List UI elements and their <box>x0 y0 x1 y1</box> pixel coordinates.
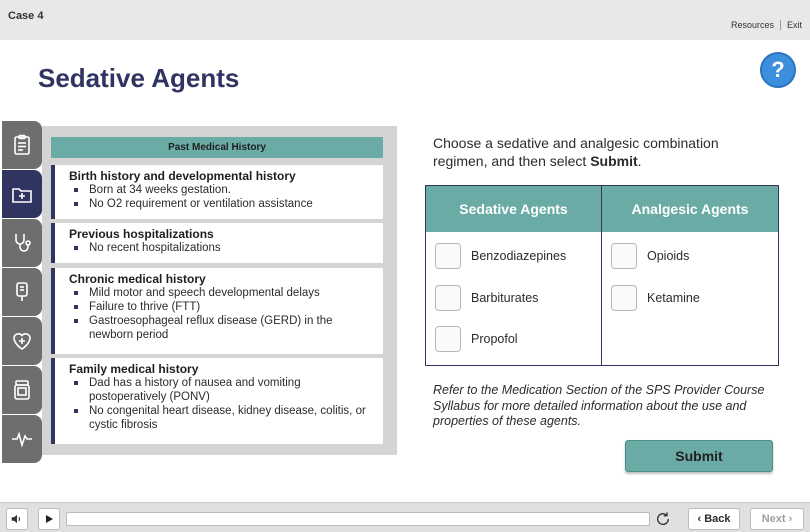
history-item: No recent hospitalizations <box>69 241 371 255</box>
submit-button[interactable]: Submit <box>625 440 773 472</box>
help-icon: ? <box>771 57 785 82</box>
option-benzodiazepines[interactable] <box>435 243 566 269</box>
top-bar <box>0 0 810 40</box>
instructions-emphasis: Submit <box>590 153 638 169</box>
replay-icon[interactable] <box>655 511 671 527</box>
heartbeat-icon <box>10 427 34 451</box>
option-label: Propofol <box>471 332 518 346</box>
option-label: Opioids <box>647 249 690 263</box>
resources-link[interactable]: Resources <box>730 20 774 30</box>
checkbox[interactable] <box>435 326 461 352</box>
page-title: Sedative Agents <box>38 63 240 93</box>
tab-medical-folder[interactable] <box>2 170 42 218</box>
history-card-title: Family medical history <box>69 362 199 376</box>
option-ketamine[interactable] <box>611 285 700 311</box>
sedative-header: Sedative Agents <box>426 186 601 232</box>
history-card-title: Chronic medical history <box>69 272 206 286</box>
history-header: Past Medical History <box>51 137 383 158</box>
tab-vitals[interactable] <box>2 415 42 463</box>
option-propofol[interactable] <box>435 326 518 352</box>
clipboard-icon <box>10 133 34 157</box>
checkbox[interactable] <box>611 285 637 311</box>
iv-bag-icon <box>10 280 34 304</box>
option-barbiturates[interactable] <box>435 285 538 311</box>
tab-heart[interactable] <box>2 317 42 365</box>
history-card-family <box>51 358 383 444</box>
history-card-title: Birth history and developmental history <box>69 169 296 183</box>
help-button[interactable] <box>760 52 796 88</box>
history-panel <box>42 126 397 455</box>
medical-folder-icon <box>10 182 34 206</box>
history-card-chronic <box>51 268 383 354</box>
history-item: Dad has a history of nausea and vomiting postoperatively (PONV) <box>69 376 371 404</box>
agents-table <box>425 185 779 366</box>
progress-bar[interactable] <box>66 512 650 526</box>
player-bar <box>0 502 810 532</box>
tab-clipboard[interactable] <box>2 121 42 169</box>
history-item: Failure to thrive (FTT) <box>69 300 371 314</box>
history-card-birth <box>51 165 383 219</box>
option-label: Barbiturates <box>471 291 539 305</box>
option-label: Ketamine <box>647 291 700 305</box>
next-button[interactable]: Next › <box>750 508 804 530</box>
link-divider <box>780 20 781 30</box>
instructions-text: Choose a sedative and analgesic combination regimen, and then select Submit. <box>433 135 719 169</box>
back-button[interactable]: ‹ Back <box>688 508 740 530</box>
stethoscope-icon <box>10 231 34 255</box>
play-button[interactable] <box>38 508 60 530</box>
history-card-hospitalizations <box>51 223 383 263</box>
history-card-title: Previous hospitalizations <box>69 227 214 241</box>
medication-jar-icon <box>10 378 34 402</box>
volume-button[interactable] <box>6 508 28 530</box>
history-item: No congenital heart disease, kidney disease, colitis, or cystic fibrosis <box>69 404 371 432</box>
history-item: No O2 requirement or ventilation assistance <box>69 197 371 211</box>
analgesic-header: Analgesic Agents <box>602 186 778 232</box>
reference-note: Refer to the Medication Section of the SPS Provider Course Syllabus for more detailed information about the use and properties of these agents. <box>433 383 765 428</box>
option-opioids[interactable] <box>611 243 689 269</box>
tab-stethoscope[interactable] <box>2 219 42 267</box>
option-label: Benzodiazepines <box>471 249 567 263</box>
side-tab-bar <box>2 121 44 464</box>
sedative-column <box>426 186 602 365</box>
history-item: Born at 34 weeks gestation. <box>69 183 371 197</box>
history-item: Gastroesophageal reflux disease (GERD) in the newborn period <box>69 314 371 342</box>
checkbox[interactable] <box>435 243 461 269</box>
heart-plus-icon <box>10 329 34 353</box>
history-item: Mild motor and speech developmental delays <box>69 286 371 300</box>
top-links <box>731 20 802 30</box>
exit-link[interactable]: Exit <box>786 20 802 30</box>
tab-iv-bag[interactable] <box>2 268 42 316</box>
analgesic-column <box>602 186 778 365</box>
speaker-icon <box>10 512 24 526</box>
play-icon <box>43 513 55 525</box>
checkbox[interactable] <box>611 243 637 269</box>
tab-medication[interactable] <box>2 366 42 414</box>
case-label: Case 4 <box>8 10 44 22</box>
checkbox[interactable] <box>435 285 461 311</box>
